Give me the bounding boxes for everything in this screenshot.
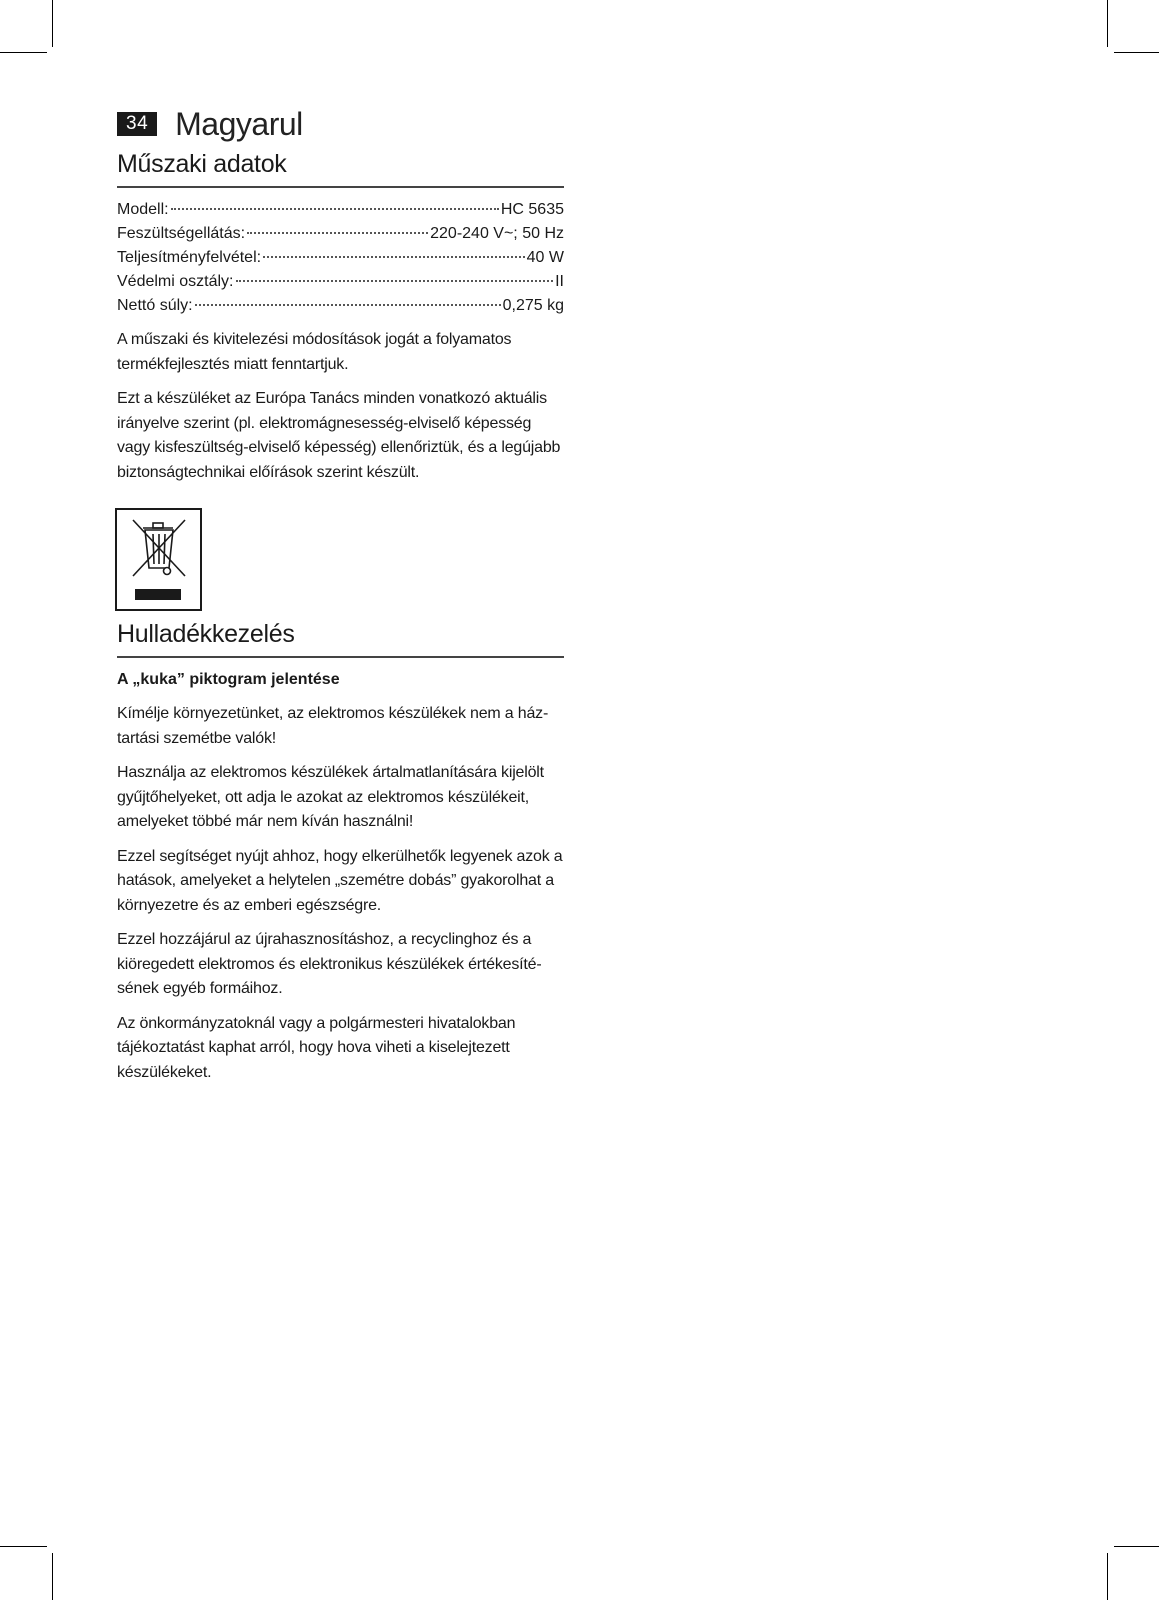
page-header [117, 104, 303, 144]
waste-heading: Hulladékkezelés [117, 618, 564, 658]
dot-leader [171, 208, 499, 210]
waste-subheading: A „kuka” piktogram jelentése [117, 671, 340, 688]
spec-row [117, 294, 564, 318]
dot-leader [263, 256, 525, 258]
language-title: Magyarul [175, 106, 303, 142]
paragraph: A műszaki és kivitelezési módosítások jogát a folyamatos termékfejlesztés miatt fenntartjuk. [117, 331, 512, 373]
crop-mark [0, 1546, 47, 1547]
spec-row [117, 270, 564, 294]
paragraph: Ezzel hozzájárul az újrahasznosításhoz, a recyclinghoz és a kiöregedett elektromos és elektronikus készülékek értékesítésének egyéb formáihoz. [117, 931, 542, 997]
spec-label: Feszültségellátás: [117, 225, 246, 242]
paragraph: Használja az elektromos készülékek ártalmatlanítására kijelölt gyűjtőhelyeket, ott adja le azokat az elektromos készülékeit, amelyeket többé már nem kíván használni! [117, 764, 544, 830]
dot-leader [195, 304, 501, 306]
spec-value: 40 W [526, 249, 564, 266]
spec-label: Védelmi osztály: [117, 273, 234, 290]
technical-section [117, 148, 564, 485]
crop-mark [1107, 1553, 1108, 1600]
page-number: 34 [117, 112, 157, 136]
paragraph: Az önkormányzatoknál vagy a polgármesteri hivatalokban tájékoztatást kaphat arról, hogy hova viheti a kiselejtezett készülékeket. [117, 1014, 516, 1081]
crop-mark [52, 1553, 53, 1600]
spec-value: 0,275 kg [502, 297, 564, 314]
crop-mark [1114, 52, 1159, 53]
spec-label: Teljesítményfelvétel: [117, 249, 262, 266]
spec-row [117, 198, 564, 222]
crop-mark [52, 0, 53, 47]
paragraph: Kímélje környezetünket, az elektromos készülékek nem a háztartási szemétbe valók! [117, 705, 549, 747]
spec-label: Modell: [117, 201, 169, 218]
paragraph: Ezt a készüléket az Európa Tanács minden vonatkozó aktuális irányelve szerint (pl. elektromágnesesség-elviselő képesség vagy kisfeszültség-elviselő képesség) ellenőriztük, és a legújabb biztonságtechnikai előírások szerint készült. [117, 390, 561, 481]
spec-list [117, 198, 564, 318]
spec-row [117, 222, 564, 246]
spec-value: 220-240 V~; 50 Hz [430, 225, 564, 242]
spec-label: Nettó súly: [117, 297, 193, 314]
spec-value: II [555, 273, 564, 290]
dot-leader [236, 280, 554, 282]
crop-mark [1107, 0, 1108, 47]
dot-leader [247, 232, 428, 234]
weee-crossed-bin-icon [115, 508, 202, 611]
waste-section [117, 618, 564, 1085]
crop-mark [0, 52, 47, 53]
crop-mark [1114, 1546, 1159, 1547]
spec-row [117, 246, 564, 270]
spec-value: HC 5635 [500, 201, 564, 218]
paragraph: Ezzel segítséget nyújt ahhoz, hogy elkerülhetők legyenek azok a hatások, amelyeket a helytelen „szemétre dobás” gyakorolhat a környezetre és az emberi egészségre. [117, 847, 563, 914]
technical-heading: Műszaki adatok [117, 148, 564, 188]
